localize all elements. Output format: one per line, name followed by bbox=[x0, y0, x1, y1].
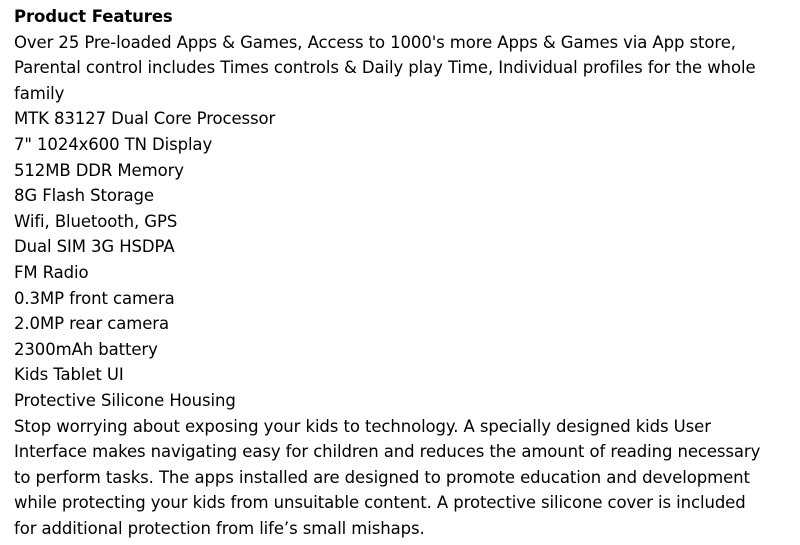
feature-item: MTK 83127 Dual Core Processor bbox=[14, 109, 276, 129]
intro-line: Over 25 Pre-loaded Apps & Games, Access to 1000's more Apps & Games via App store, bbox=[14, 32, 736, 52]
feature-item: 8G Flash Storage bbox=[14, 186, 154, 206]
description-line: for additional protection from life’s small mishaps. bbox=[14, 518, 425, 538]
feature-item: Dual SIM 3G HSDPA bbox=[14, 237, 175, 257]
intro-line: Parental control includes Times controls & Daily play Time, Individual profiles for the whole bbox=[14, 58, 756, 78]
description-line: Interface makes navigating easy for children and reduces the amount of reading necessary bbox=[14, 442, 761, 462]
intro-paragraph bbox=[14, 30, 794, 107]
feature-item: Kids Tablet UI bbox=[14, 365, 124, 385]
feature-item: 7" 1024x600 TN Display bbox=[14, 134, 213, 154]
description-line: Stop worrying about exposing your kids to technology. A specially designed kids User bbox=[14, 416, 711, 436]
product-features-document bbox=[14, 4, 794, 541]
description-line: while protecting your kids from unsuitable content. A protective silicone cover is included bbox=[14, 493, 746, 513]
feature-item: 0.3MP front camera bbox=[14, 288, 175, 308]
feature-item: 2300mAh battery bbox=[14, 339, 158, 359]
feature-item: FM Radio bbox=[14, 262, 89, 282]
feature-list bbox=[14, 106, 794, 413]
description-paragraph bbox=[14, 414, 794, 542]
feature-item: Protective Silicone Housing bbox=[14, 390, 236, 410]
description-line: to perform tasks. The apps installed are designed to promote education and development bbox=[14, 467, 750, 487]
document-title: Product Features bbox=[14, 7, 173, 26]
feature-item: 2.0MP rear camera bbox=[14, 314, 169, 334]
feature-item: Wifi, Bluetooth, GPS bbox=[14, 211, 178, 231]
feature-item: 512MB DDR Memory bbox=[14, 160, 184, 180]
intro-line: family bbox=[14, 83, 65, 103]
